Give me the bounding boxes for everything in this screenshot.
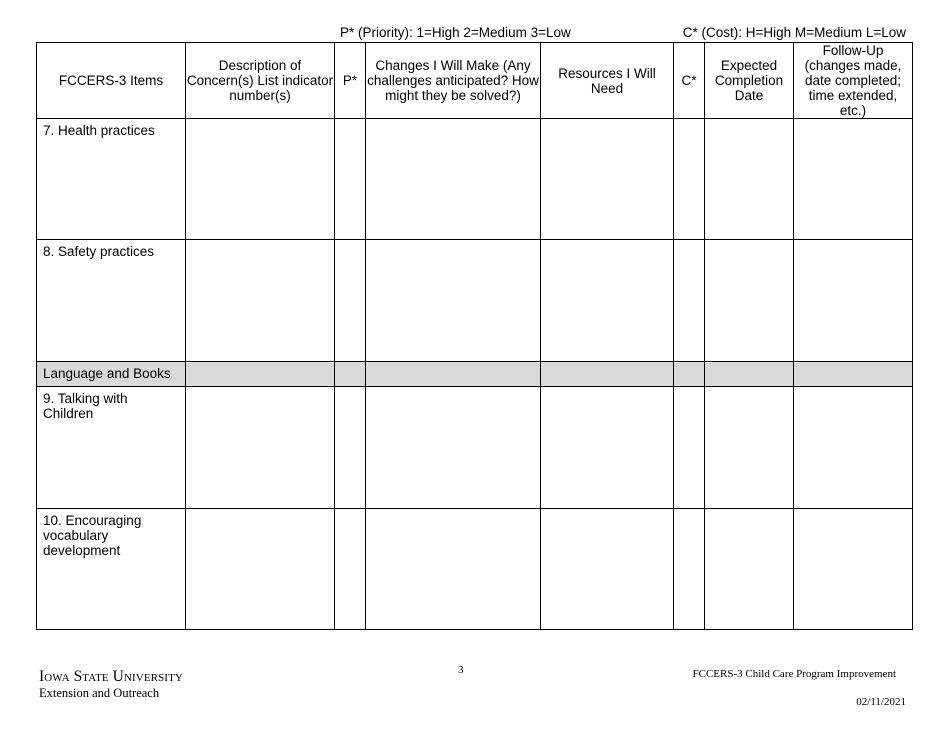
improvement-plan-table: [36, 42, 913, 630]
header-items: FCCERS-3 Items: [37, 43, 186, 119]
table-row: [37, 240, 913, 361]
cost-cell[interactable]: [674, 508, 705, 630]
follow-up-cell[interactable]: [794, 119, 913, 240]
header-cost: C*: [674, 43, 705, 119]
table-row: [37, 387, 913, 508]
resources-cell[interactable]: [541, 240, 674, 361]
item-label: 7. Health practices: [37, 119, 186, 240]
table-row: [37, 508, 913, 630]
item-label: 8. Safety practices: [37, 240, 186, 361]
priority-cell[interactable]: [335, 387, 366, 508]
extension-unit: Extension and Outreach: [39, 685, 160, 700]
completion-date-cell[interactable]: [705, 387, 794, 508]
priority-cell[interactable]: [335, 508, 366, 630]
cost-cell[interactable]: [674, 119, 705, 240]
changes-cell[interactable]: [366, 119, 541, 240]
section-cell: [674, 361, 705, 386]
section-header-row: [37, 361, 913, 386]
section-cell: [705, 361, 794, 386]
description-cell[interactable]: [186, 508, 335, 630]
follow-up-cell[interactable]: [794, 387, 913, 508]
priority-cell[interactable]: [335, 240, 366, 361]
completion-date-cell[interactable]: [705, 508, 794, 630]
description-cell[interactable]: [186, 119, 335, 240]
priority-cell[interactable]: [335, 119, 366, 240]
cost-cell[interactable]: [674, 240, 705, 361]
header-follow-up: Follow-Up (changes made, date completed; time extended, etc.): [794, 43, 913, 119]
table-row: [37, 119, 913, 240]
document-date: 02/11/2021: [856, 696, 906, 708]
header-changes: Changes I Will Make (Any challenges anticipated? How might they be solved?): [366, 43, 541, 119]
completion-date-cell[interactable]: [705, 119, 794, 240]
changes-cell[interactable]: [366, 508, 541, 630]
section-label: Language and Books: [37, 361, 186, 386]
resources-cell[interactable]: [541, 119, 674, 240]
resources-cell[interactable]: [541, 387, 674, 508]
cost-cell[interactable]: [674, 387, 705, 508]
header-resources: Resources I Will Need: [541, 43, 674, 119]
page-number: 3: [458, 664, 464, 676]
section-cell: [335, 361, 366, 386]
header-completion-date: Expected Completion Date: [705, 43, 794, 119]
follow-up-cell[interactable]: [794, 240, 913, 361]
changes-cell[interactable]: [366, 240, 541, 361]
description-cell[interactable]: [186, 387, 335, 508]
priority-legend: P* (Priority): 1=High 2=Medium 3=Low: [340, 25, 571, 40]
follow-up-cell[interactable]: [794, 508, 913, 630]
resources-cell[interactable]: [541, 508, 674, 630]
completion-date-cell[interactable]: [705, 240, 794, 361]
description-cell[interactable]: [186, 240, 335, 361]
document-title: FCCERS-3 Child Care Program Improvement: [692, 668, 896, 680]
item-label: 9. Talking with Children: [37, 387, 186, 508]
header-description: Description of Concern(s) List indicator number(s): [186, 43, 335, 119]
item-label: 10. Encouraging vocabulary development: [37, 508, 186, 630]
section-cell: [186, 361, 335, 386]
changes-cell[interactable]: [366, 387, 541, 508]
iowa-state-logo: [39, 669, 183, 699]
cost-legend: C* (Cost): H=High M=Medium L=Low: [682, 25, 906, 40]
table-header-row: [37, 43, 913, 119]
university-name: Iowa State University: [39, 668, 183, 685]
section-cell: [366, 361, 541, 386]
header-priority: P*: [335, 43, 366, 119]
section-cell: [541, 361, 674, 386]
section-cell: [794, 361, 913, 386]
